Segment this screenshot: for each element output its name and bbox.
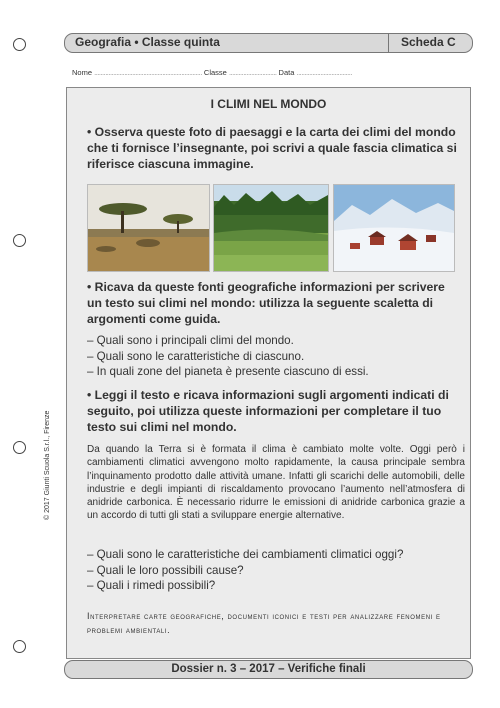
savanna-photo: [87, 184, 210, 272]
exercise-1-instruction: • Osserva queste foto di paesaggi e la carta dei climi del mondo che ti fornisce l’insegnante, poi scrivi a quale fascia climatica si riferisce ciascuna immagine.: [87, 125, 457, 171]
reading-text: Da quando la Terra si è formata il clima è cambiato molte volte. Oggi però i cambiamenti climatici avvengono molto rapidamente, la causa principale sembra l’inquinamento prodotto dalle attività umane. Infatti gli scarichi delle automobili, delle industrie e degli impianti di riscaldamento provocano l’aumento nell’atmosfera di anidride carbonica. È necessario ridurre le emissioni di anidride carbonica grazie a un accordo di tutti gli stati a sviluppare energie alternative.: [87, 444, 465, 522]
list-item: – Quali sono le caratteristiche dei cambiamenti climatici oggi?: [87, 548, 404, 561]
list-item: – Quali sono le caratteristiche di ciascuno.: [87, 349, 305, 363]
list-item: – Quali sono i principali climi del mondo.: [87, 334, 294, 347]
header-divider: [388, 34, 389, 52]
class-label: Classe: [203, 68, 227, 77]
list-item: – Quali le loro possibili cause?: [87, 563, 244, 577]
header-bar: [64, 33, 473, 53]
list-item: – In quali zone del pianeta è presente ciascuno di essi.: [87, 365, 369, 378]
name-label: Nome: [72, 68, 93, 77]
binder-hole-bottom: [13, 640, 26, 653]
guide-list-climate-change: [87, 547, 462, 594]
learning-objective: Interpretare carte geografiche, documenti iconici e testi per analizzare fenomeni e problemi ambientali.: [87, 611, 441, 635]
copyright-notice: © 2017 Giunti Scuola S.r.l., Firenze: [44, 410, 51, 520]
binder-hole-middle: [13, 234, 26, 247]
date-label: Data: [278, 68, 295, 77]
forest-image: [214, 185, 328, 271]
snow-photo: [333, 184, 455, 272]
name-field[interactable]: ....................................................................: [94, 68, 202, 77]
list-item: – Quali i rimedi possibili?: [87, 579, 216, 592]
binder-hole-top: [13, 38, 26, 51]
sheet-label: Scheda C: [401, 35, 456, 49]
subject-label: Geografia • Classe quinta: [75, 35, 220, 49]
class-field[interactable]: ..............................: [228, 68, 277, 77]
footer-bar: Dossier n. 3 – 2017 – Verifiche finali: [64, 660, 473, 679]
savanna-image: [88, 185, 209, 271]
exercise-2-instruction: • Ricava da queste fonti geografiche informazioni per scrivere un testo sui climi nel mondo: utilizza la seguente scaletta di argomenti come guida.: [87, 280, 445, 326]
exercise-3-instruction: • Leggi il testo e ricava informazioni sugli argomenti indicati di seguito, poi utilizza queste informazioni per completare il tuo testo sui climi nel mondo.: [87, 388, 449, 434]
page-title: I CLIMI NEL MONDO: [210, 97, 327, 111]
forest-photo: [213, 184, 329, 272]
worksheet-body: [66, 87, 471, 659]
binder-hole-lower: [13, 441, 26, 454]
name-class-date-line: [72, 68, 472, 77]
guide-list-climates: [87, 333, 462, 380]
snow-image: [334, 185, 454, 271]
date-field[interactable]: ...................................: [296, 68, 352, 77]
